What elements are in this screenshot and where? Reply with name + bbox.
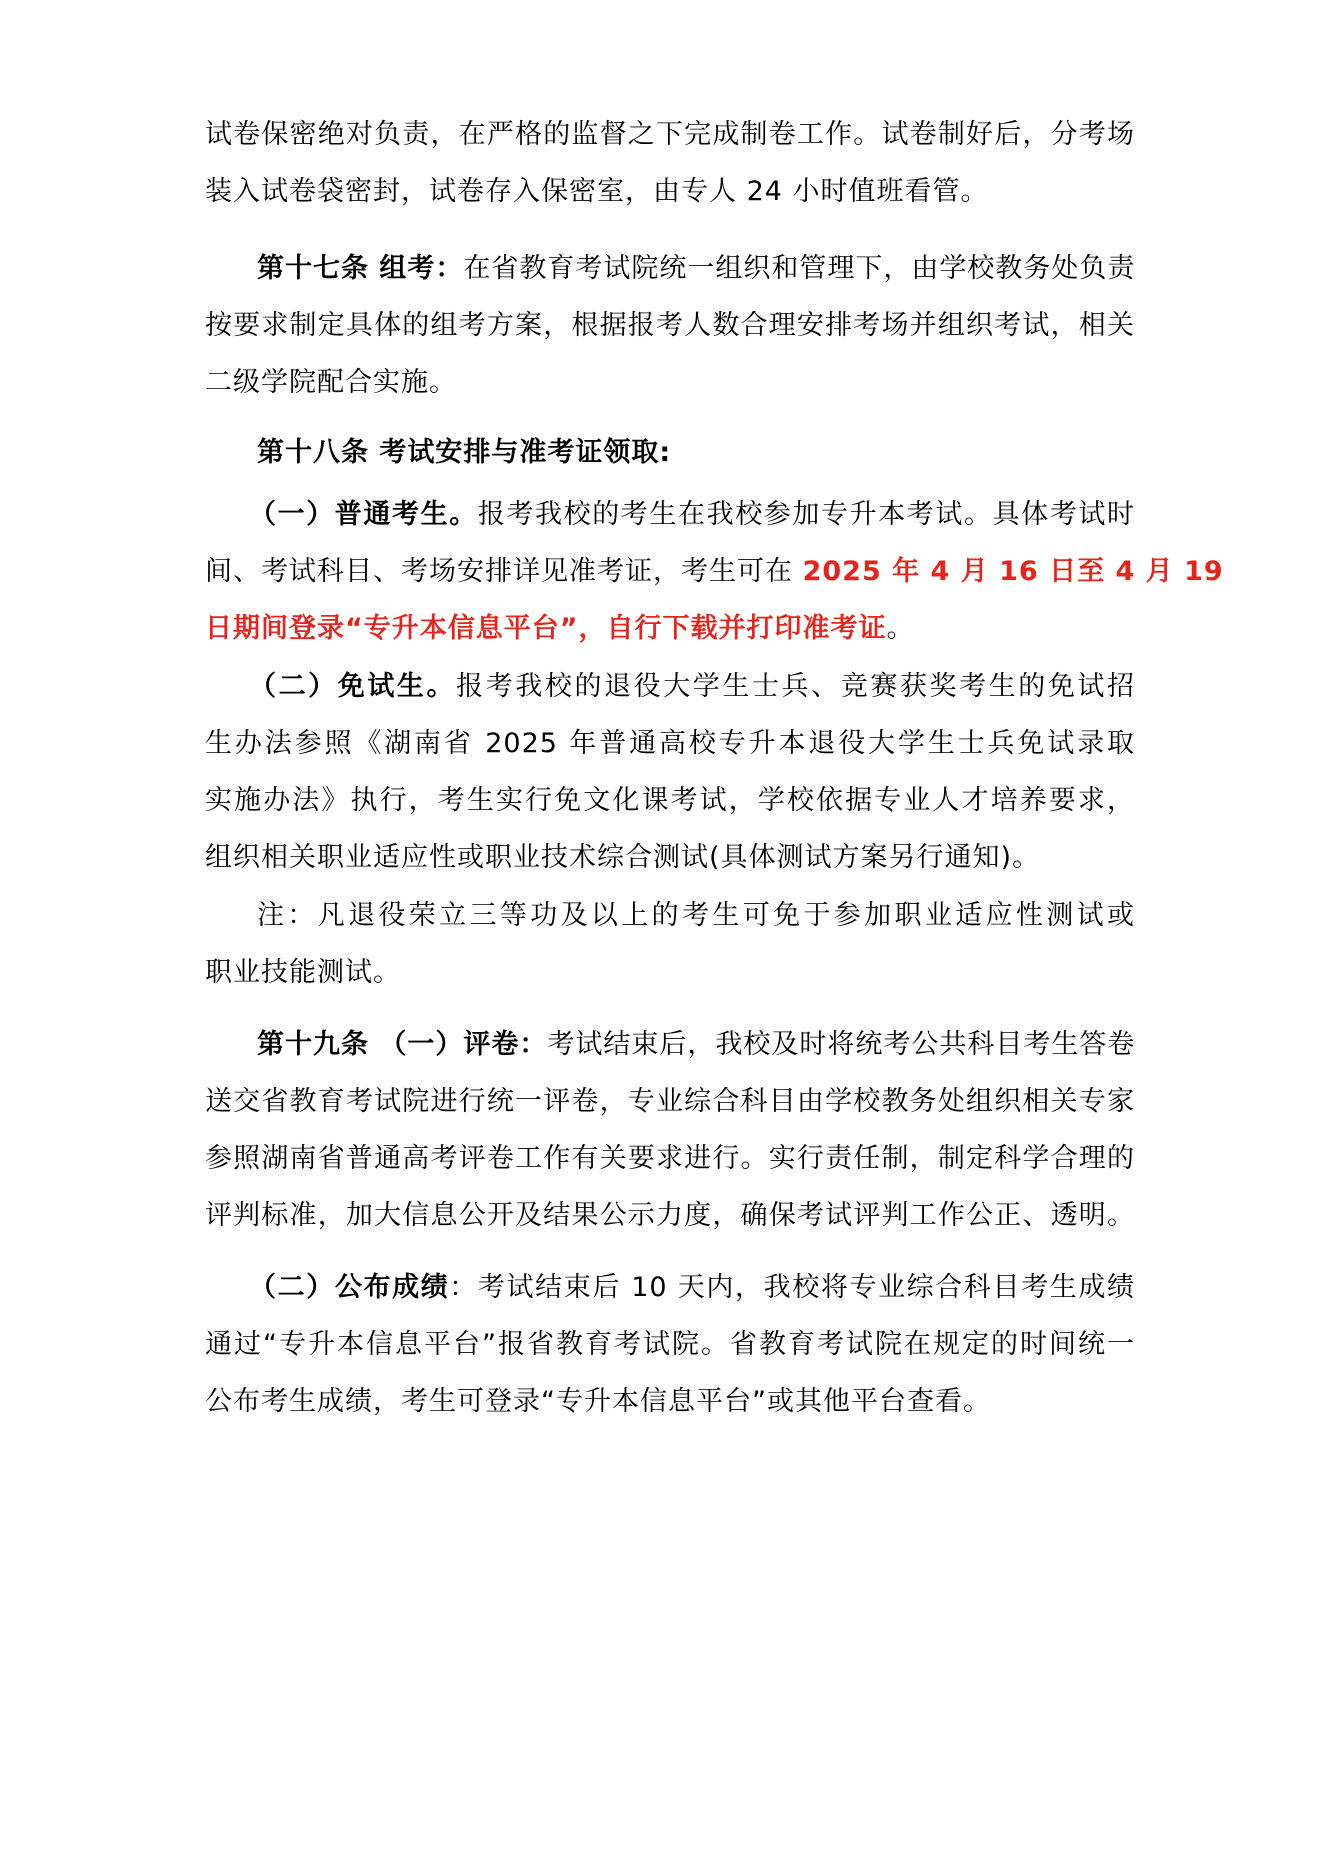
article-18-item-1-line-2 <box>205 552 1224 592</box>
highlighted-instruction: 日期间登录“专升本信息平台”，自行下载并打印准考证 <box>205 613 887 644</box>
article-18-item-2-line-1 <box>205 667 1135 707</box>
text-line: 按要求制定具体的组考方案，根据报考人数合理安排考场并组织考试，相关 <box>205 310 1135 341</box>
highlighted-date: 2025 年 4 月 16 日至 4 月 19 <box>802 556 1224 587</box>
text-line: 装入试卷袋密封，试卷存入保密室，由专人 24 小时值班看管。 <box>205 176 989 207</box>
article-17-line-1 <box>205 249 1135 289</box>
text-span: 报考我校的考生在我校参加专升本考试。具体考试时 <box>477 499 1136 530</box>
text-line: 评判标准，加大信息公开及结果公示力度，确保考试评判工作公正、透明。 <box>205 1200 1135 1231</box>
text-line: 通过“专升本信息平台”报省教育考试院。省教育考试院在规定的时间统一 <box>205 1329 1135 1360</box>
text-span: 在省教育考试院统一组织和管理下，由学校教务处负责 <box>463 253 1136 284</box>
article-18-item-1-line-1 <box>205 495 1135 535</box>
text-span: ：考试结束后 10 天内，我校将专业综合科目考生成绩 <box>449 1272 1135 1303</box>
note-line-1: 注：凡退役荣立三等功及以上的考生可免于参加职业适应性测试或 <box>257 900 1135 931</box>
article-18-item-1-line-3 <box>205 609 1135 649</box>
article-19-line-1 <box>205 1025 1135 1065</box>
text-line: 组织相关职业适应性或职业技术综合测试(具体测试方案另行通知)。 <box>205 842 1041 873</box>
text-span: 间、考试科目、考场安排详见准考证，考生可在 <box>205 556 803 587</box>
article-18-heading <box>205 433 1135 473</box>
text-span: 报考我校的退役大学生士兵、竞赛获奖考生的免试招 <box>456 671 1136 702</box>
article-17-heading: 第十七条 组考： <box>257 253 464 284</box>
item-label: （二）公布成绩 <box>249 1272 450 1303</box>
text-span: 考试结束后，我校及时将统考公共科目考生答卷 <box>547 1029 1136 1060</box>
text-line: 试卷保密绝对负责，在严格的监督之下完成制卷工作。试卷制好后，分考场 <box>205 119 1135 150</box>
text-line: 生办法参照《湖南省 2025 年普通高校专升本退役大学生士兵免试录取 <box>205 728 1135 759</box>
text-line: 参照湖南省普通高考评卷工作有关要求进行。实行责任制，制定科学合理的 <box>205 1143 1135 1174</box>
text-line: 实施办法》执行，考生实行免文化课考试，学校依据专业人才培养要求， <box>205 785 1135 816</box>
article-19-heading: 第十九条 （一）评卷： <box>257 1029 548 1060</box>
item-label: （一）普通考生。 <box>249 499 478 530</box>
text-line: 二级学院配合实施。 <box>205 367 457 398</box>
text-line: 公布考生成绩，考生可登录“专升本信息平台”或其他平台查看。 <box>205 1386 991 1417</box>
item-label: （二）免试生。 <box>249 671 457 702</box>
text-line: 职业技能测试。 <box>205 957 401 988</box>
text-line: 送交省教育考试院进行统一评卷，专业综合科目由学校教务处组织相关专家 <box>205 1086 1135 1117</box>
article-19-item-2-line-1 <box>205 1268 1135 1308</box>
article-18-heading-text: 第十八条 考试安排与准考证领取: <box>257 437 672 468</box>
text-span: 。 <box>886 613 915 644</box>
